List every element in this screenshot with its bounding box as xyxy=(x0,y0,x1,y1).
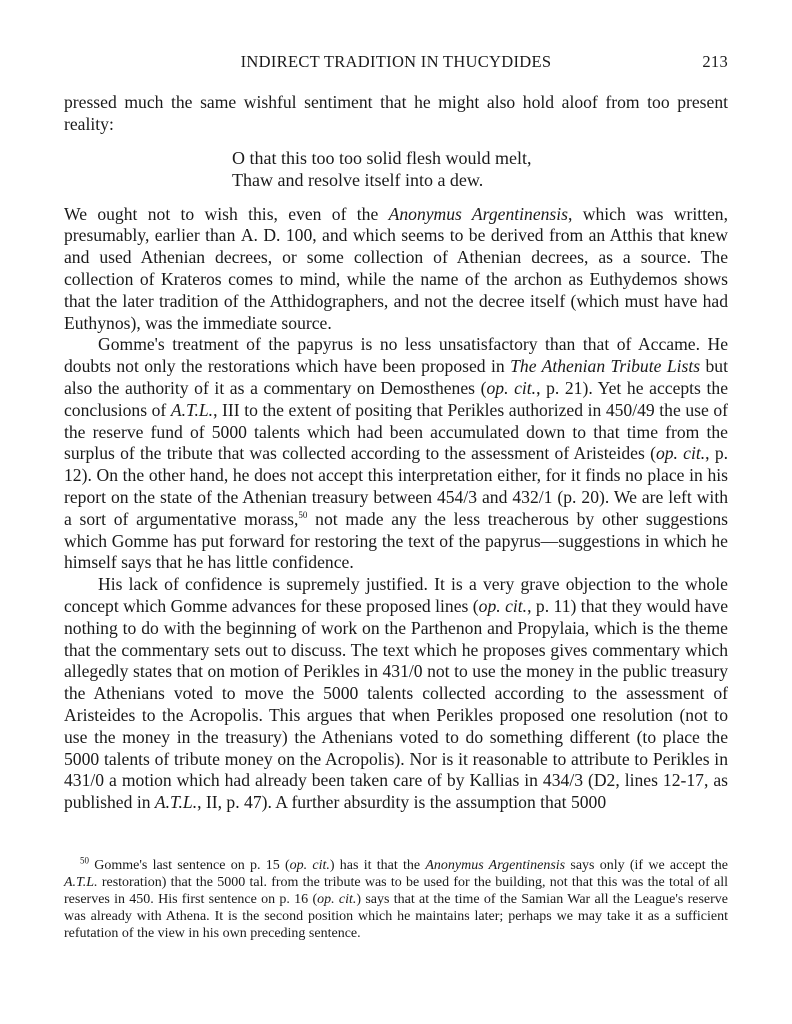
running-title: INDIRECT TRADITION IN THUCYDIDES xyxy=(240,52,552,71)
paragraph-2: We ought not to wish this, even of the Anonymus Argentinensis, which was written, presumably, earlier than A. D. 100, and which seems to be derived from an Atthis that knew and used Athenian decrees, or some collection of Athenian decrees, as a source. The collection of Krateros comes to mind, while the name of the archon as Euthydemos shows that the later tradition of the Atthidographers, and not the decree itself (which must have had Euthynos), was the immediate source. xyxy=(64,203,728,333)
verse-line-1: O that this too too solid flesh would melt, xyxy=(232,147,532,168)
main-text xyxy=(64,92,728,814)
verse-quotation xyxy=(232,147,728,191)
paragraph-4: His lack of confidence is supremely justified. It is a very grave objection to the whole concept which Gomme advances for these proposed lines (op. cit., p. 11) that they would have nothing to do with the beginning of work on the Parthenon and Propylaia, which is the theme that the commentary sets out to discuss. The text which he proposes gives commentary which allegedly states that on motion of Perikles in 431/0 not to use the money in the public treasury the Athenians voted to move the 5000 talents collected according to the assessment of Aristeides to the Acropolis. This argues that when Perikles proposed one resolution (not to use the money in the treasury) the Athenians voted to do something different (to place the 5000 talents of tribute money on the Acropolis). Nor is it reasonable to attribute to Perikles in 431/0 a motion which had already been taken care of by Kallias in 434/3 (D2, lines 12-17, as published in A.T.L., II, p. 47). A further absurdity is the assumption that 5000 xyxy=(64,574,728,813)
page-number: 213 xyxy=(702,52,728,71)
page-header xyxy=(64,52,728,76)
footnotes xyxy=(64,855,729,943)
verse-line-2: Thaw and resolve itself into a dew. xyxy=(232,169,484,190)
footnote-number: 50 xyxy=(80,855,89,866)
paragraph-3: Gomme's treatment of the papyrus is no less unsatisfactory than that of Accame. He doubts not only the restorations which have been proposed in The Athenian Tribute Lists but also the authority of it as a commentary on Demosthenes (op. cit., p. 21). Yet he accepts the conclusions of A.T.L., III to the extent of positing that Perikles authorized in 450/49 the use of the reserve fund of 5000 talents which had been accumulated down to that time from the surplus of the tribute that was collected according to the assessment of Aristeides (op. cit., p. 12). On the other hand, he does not accept this interpretation either, for it finds no place in his report on the state of the Athenian treasury between 454/3 and 432/1 (p. 20). We are left with a sort of argumentative morass,$^{50}$ not made any the less treacherous by other suggestions which Gomme has put forward for restoring the text of the papyrus—suggestions in which he himself says that he has little confidence. xyxy=(64,334,729,573)
footnote-50: $^{50}$ Gomme's last sentence on p. 15 (op. cit.) has it that the Anonymus Argentinensis says only (if we accept the A.T.L. restoration) that the 5000 tal. from the tribute was to be used for the building, not that this was the total of all reserves in 450. His first sentence on p. 16 (op. cit.) says that at the time of the Samian War all the League's reserve was already with Athena. It is the second position which he maintains later; perhaps we may take it as a sufficient refutation of the view in his own preceding sentence. xyxy=(64,855,729,941)
footnote-ref-50: 50 xyxy=(298,509,308,520)
paragraph-1: pressed much the same wishful sentiment that he might also hold aloof from too present reality: xyxy=(64,92,728,134)
